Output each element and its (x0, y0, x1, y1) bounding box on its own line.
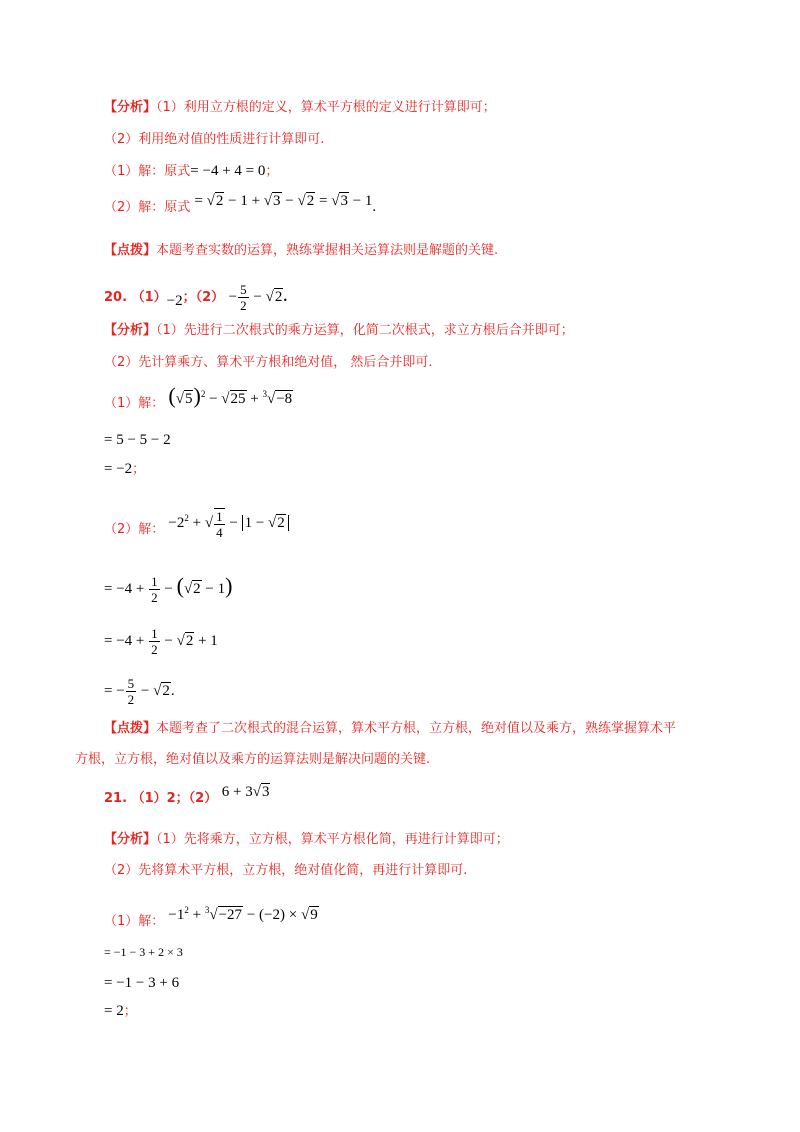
math-expression: 6 + 3√3 (221, 784, 270, 800)
math-expression: = √2 − 1 + √3 − √2 = √3 − 1 (194, 193, 373, 209)
q20-sol2-step-1: = −4 + $\frac{1}{2}$ − (√2 − 1) (104, 572, 233, 605)
comment-tag: 【点拨】 (104, 243, 157, 258)
q20-analysis-line-1: 【分析】（1）先进行二次根式的乘方运算，化简二次根式，求立方根后合并即可； (104, 323, 574, 338)
q21-analysis-line-2: （2）先将算术平方根，立方根，绝对值化简，再进行计算即可. (104, 863, 468, 878)
q20-comment-line-2: 方根，立方根，绝对值以及乘方的运算法则是解决问题的关键. (75, 752, 431, 767)
analysis-tag: 【分析】 (104, 100, 157, 115)
q20-sol1-step-1: = 5 − 5 − 2 (104, 432, 171, 448)
q21-solution-1: （1）解： $-1^2 + ^3√-27 - (-2) \times √9$ (104, 905, 318, 929)
q20-solution-1: （1）解： $(√5)^2 - √25 + ^3√-8$ (104, 383, 293, 411)
q20-answer: 20. （1）−2；（2） − $\frac{5}{2}$ − √2. (104, 282, 288, 313)
question-number: 21. (104, 791, 128, 806)
q19-analysis-line-2: （2）利用绝对值的性质进行计算即可. (104, 132, 325, 147)
q19-solution-2: （2）解：原式 = √2 − 1 + √3 − √2 = √3 − 1. (104, 193, 377, 215)
q21-answer: 21. （1）2；（2） 6 + 3√3 (104, 784, 270, 806)
q19-comment: 【点拨】本题考查实数的运算，熟练掌握相关运算法则是解题的关键. (104, 243, 499, 258)
question-number: 20. (104, 289, 128, 305)
math-expression: $(√5)^2 - √25 + ^3√-8$ (168, 383, 293, 408)
math-expression: $-2^2$ + √ $\frac{1}{4}$ − 1 − √2 (168, 515, 288, 531)
q20-sol2-step-2: = −4 + $\frac{1}{2}$ − √2 + 1 (104, 626, 218, 657)
math-expression: − $\frac{5}{2}$ − √2 (228, 282, 283, 313)
q20-solution-2: （2）解： $-2^2$ + √ $\frac{1}{4}$ − 1 − √2 (104, 508, 289, 540)
analysis-tag: 【分析】 (104, 832, 157, 847)
q20-sol1-step-2: = −2； (104, 461, 146, 477)
q21-sol1-step-1: = −1 − 3 + 2 × 3 (104, 945, 183, 959)
q21-sol1-step-3: = 2； (104, 1003, 137, 1019)
comment-tag: 【点拨】 (104, 721, 157, 736)
q19-solution-1: （1）解：原式= −4 + 4 = 0； (104, 163, 279, 179)
q19-analysis-line-1: 【分析】（1）利用立方根的定义，算术平方根的定义进行计算即可； (104, 100, 496, 115)
q20-sol2-step-3: = − $\frac{5}{2}$ − √2. (104, 676, 175, 707)
q21-analysis-line-1: 【分析】（1）先将乘方，立方根，算术平方根化简，再进行计算即可； (104, 832, 509, 847)
q20-analysis-line-2: （2）先计算乘方、算术平方根和绝对值， 然后合并即可. (104, 355, 433, 370)
analysis-tag: 【分析】 (104, 323, 157, 338)
math-expression: $-1^2 + ^3√-27 - (-2) \times √9$ (168, 905, 318, 923)
math-expression: = −4 + 4 = 0 (190, 163, 266, 179)
q20-comment-line-1: 【点拨】本题考查了二次根式的混合运算，算术平方根，立方根，绝对值以及乘方，熟练掌握算术平 (104, 721, 677, 736)
q21-sol1-step-2: = −1 − 3 + 6 (104, 975, 180, 991)
